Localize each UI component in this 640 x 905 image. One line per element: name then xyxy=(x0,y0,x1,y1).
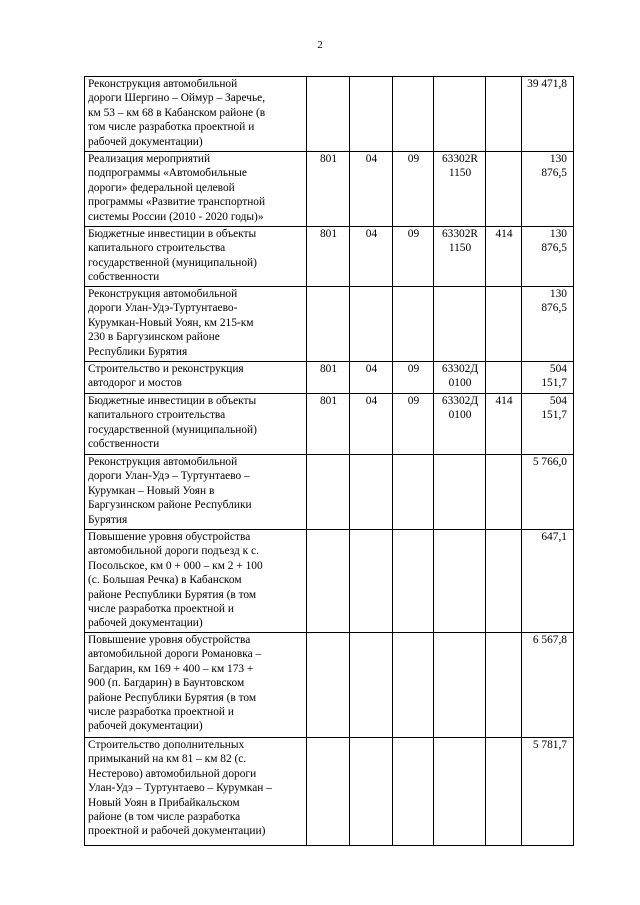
expense-type-code xyxy=(486,633,522,738)
table-row xyxy=(85,287,574,362)
subsection-code: 09 xyxy=(393,152,434,227)
target-code xyxy=(434,77,486,152)
ministry-code: 801 xyxy=(307,152,350,227)
table-row xyxy=(85,152,574,227)
section-code: 04 xyxy=(350,152,393,227)
page-number: 2 xyxy=(317,39,323,51)
row-name: Реконструкция автомобильной дороги Улан-Удэ – Туртунтаево – Курумкан – Новый Уоян в Баргузинском районе Республики Бурятия xyxy=(85,455,307,530)
section-code xyxy=(350,287,393,362)
ministry-code: 801 xyxy=(307,227,350,287)
subsection-code: 09 xyxy=(393,227,434,287)
expense-type-code xyxy=(486,455,522,530)
budget-table xyxy=(84,76,574,846)
table-row xyxy=(85,738,574,846)
row-name: Реконструкция автомобильной дороги Шергино – Оймур – Заречье, км 53 – км 68 в Кабанском районе (в том числе разработка проектной и рабочей документации) xyxy=(85,77,307,152)
ministry-code xyxy=(307,738,350,846)
section-code: 04 xyxy=(350,227,393,287)
subsection-code xyxy=(393,530,434,633)
expense-type-code xyxy=(486,287,522,362)
expense-type-code xyxy=(486,738,522,846)
section-code xyxy=(350,633,393,738)
amount: 39 471,8 xyxy=(522,77,574,152)
ministry-code: 801 xyxy=(307,394,350,455)
expense-type-code: 414 xyxy=(486,227,522,287)
subsection-code: 09 xyxy=(393,394,434,455)
row-name: Повышение уровня обустройства автомобильной дороги Романовка – Багдарин, км 169 + 400 – км 173 + 900 (п. Багдарин) в Баунтовском районе Республики Бурятия (в том числе разработка проектной и рабочей документации) xyxy=(85,633,307,738)
amount: 504 151,7 xyxy=(522,362,574,394)
table-row xyxy=(85,633,574,738)
row-name: Реконструкция автомобильной дороги Улан-Удэ-Туртунтаево- Курумкан-Новый Уоян, км 215-км 230 в Баргузинском районе Республики Бурятия xyxy=(85,287,307,362)
subsection-code xyxy=(393,455,434,530)
ministry-code xyxy=(307,287,350,362)
target-code: 63302Д 0100 xyxy=(434,394,486,455)
expense-type-code xyxy=(486,77,522,152)
row-name: Строительство и реконструкция автодорог и мостов xyxy=(85,362,307,394)
row-name: Реализация мероприятий подпрограммы «Автомобильные дороги» федеральной целевой программы «Развитие транспортной системы России (2010 - 2020 годы)» xyxy=(85,152,307,227)
target-code: 63302Д 0100 xyxy=(434,362,486,394)
ministry-code xyxy=(307,455,350,530)
section-code xyxy=(350,530,393,633)
ministry-code xyxy=(307,530,350,633)
target-code xyxy=(434,738,486,846)
row-name: Повышение уровня обустройства автомобильной дороги подъезд к с. Посольское, км 0 + 000 – км 2 + 100 (с. Большая Речка) в Кабанском районе Республики Бурятия (в том числе разработка проектной и рабочей документации) xyxy=(85,530,307,633)
expense-type-code xyxy=(486,362,522,394)
section-code xyxy=(350,455,393,530)
amount: 504 151,7 xyxy=(522,394,574,455)
amount: 130 876,5 xyxy=(522,152,574,227)
amount: 130 876,5 xyxy=(522,227,574,287)
subsection-code xyxy=(393,633,434,738)
section-code xyxy=(350,738,393,846)
ministry-code: 801 xyxy=(307,362,350,394)
table-row xyxy=(85,227,574,287)
row-name: Бюджетные инвестиции в объекты капитального строительства государственной (муниципальной) собственности xyxy=(85,394,307,455)
target-code xyxy=(434,455,486,530)
amount: 647,1 xyxy=(522,530,574,633)
section-code xyxy=(350,77,393,152)
table-row xyxy=(85,77,574,152)
subsection-code xyxy=(393,77,434,152)
target-code xyxy=(434,287,486,362)
subsection-code xyxy=(393,738,434,846)
expense-type-code xyxy=(486,530,522,633)
ministry-code xyxy=(307,77,350,152)
section-code: 04 xyxy=(350,362,393,394)
subsection-code xyxy=(393,287,434,362)
expense-type-code: 414 xyxy=(486,394,522,455)
subsection-code: 09 xyxy=(393,362,434,394)
row-name: Строительство дополнительных примыканий на км 81 – км 82 (с. Нестерово) автомобильной дороги Улан-Удэ – Туртунтаево – Курумкан – Новый Уоян в Прибайкальском районе (в том числе разработка проектной и рабочей документации) xyxy=(85,738,307,846)
target-code xyxy=(434,530,486,633)
table-row xyxy=(85,362,574,394)
target-code xyxy=(434,633,486,738)
row-name: Бюджетные инвестиции в объекты капитального строительства государственной (муниципальной) собственности xyxy=(85,227,307,287)
table-row xyxy=(85,455,574,530)
table-row xyxy=(85,530,574,633)
table-row xyxy=(85,394,574,455)
amount: 6 567,8 xyxy=(522,633,574,738)
target-code: 63302R 1150 xyxy=(434,227,486,287)
target-code: 63302R 1150 xyxy=(434,152,486,227)
section-code: 04 xyxy=(350,394,393,455)
amount: 5 766,0 xyxy=(522,455,574,530)
expense-type-code xyxy=(486,152,522,227)
amount: 5 781,7 xyxy=(522,738,574,846)
amount: 130 876,5 xyxy=(522,287,574,362)
ministry-code xyxy=(307,633,350,738)
